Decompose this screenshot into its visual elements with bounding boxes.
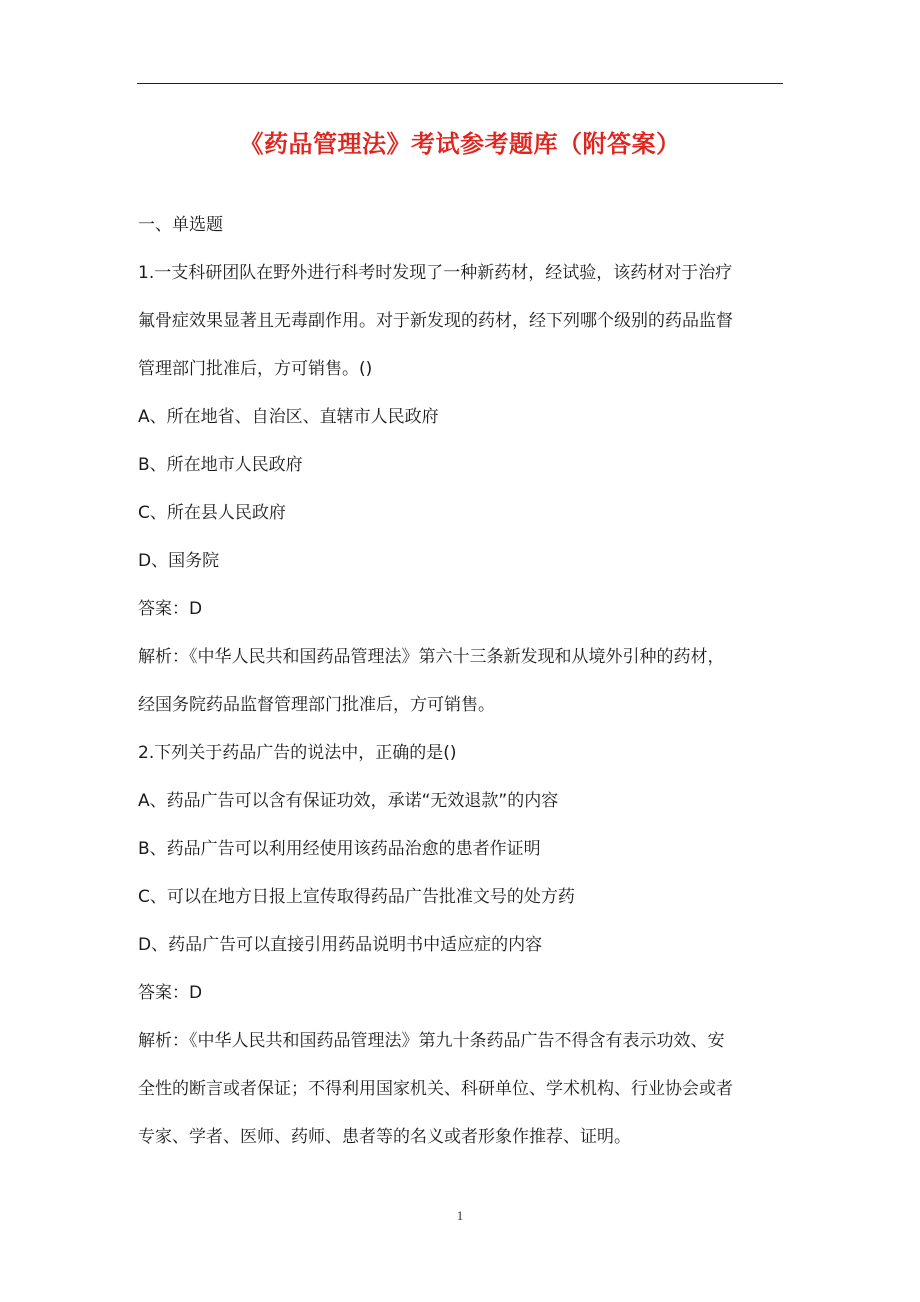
question-stem-line: 2.下列关于药品广告的说法中，正确的是(): [138, 743, 457, 763]
question-stem-line: 1.一支科研团队在野外进行科考时发现了一种新药材，经试验，该药材对于治疗: [138, 263, 733, 283]
option-b: B、药品广告可以利用经使用该药品治愈的患者作证明: [138, 839, 541, 859]
answer-line: 答案：D: [138, 599, 203, 619]
analysis-line: 经国务院药品监督管理部门批准后，方可销售。: [138, 695, 495, 715]
option-a: A、所在地省、自治区、直辖市人民政府: [138, 407, 439, 427]
section-heading: 一、单选题: [138, 215, 223, 235]
document-body: [138, 209, 788, 1169]
question-stem-line: 氟骨症效果显著且无毒副作用。对于新发现的药材，经下列哪个级别的药品监督: [138, 311, 733, 331]
question-stem-line: 管理部门批准后，方可销售。(): [138, 359, 373, 379]
question-2: [138, 737, 788, 1153]
option-d: D、国务院: [138, 551, 220, 571]
analysis-line: 解析：《中华人民共和国药品管理法》第六十三条新发现和从境外引种的药材，: [138, 647, 725, 667]
analysis-line: 解析：《中华人民共和国药品管理法》第九十条药品广告不得含有表示功效、安: [138, 1031, 725, 1051]
question-1: [138, 257, 788, 721]
option-c: C、所在县人民政府: [138, 503, 286, 523]
document-title: 《药品管理法》考试参考题库（附答案）: [239, 130, 681, 158]
answer-line: 答案：D: [138, 983, 203, 1003]
option-a: A、药品广告可以含有保证功效，承诺“无效退款”的内容: [138, 791, 559, 811]
header-rule: [137, 83, 783, 84]
option-b: B、所在地市人民政府: [138, 455, 303, 475]
analysis-line: 全性的断言或者保证；不得利用国家机关、科研单位、学术机构、行业协会或者: [138, 1079, 733, 1099]
option-d: D、药品广告可以直接引用药品说明书中适应症的内容: [138, 935, 543, 955]
page-number: 1: [456, 1208, 464, 1223]
analysis-line: 专家、学者、医师、药师、患者等的名义或者形象作推荐、证明。: [138, 1127, 631, 1147]
option-c: C、可以在地方日报上宣传取得药品广告批准文号的处方药: [138, 887, 575, 907]
